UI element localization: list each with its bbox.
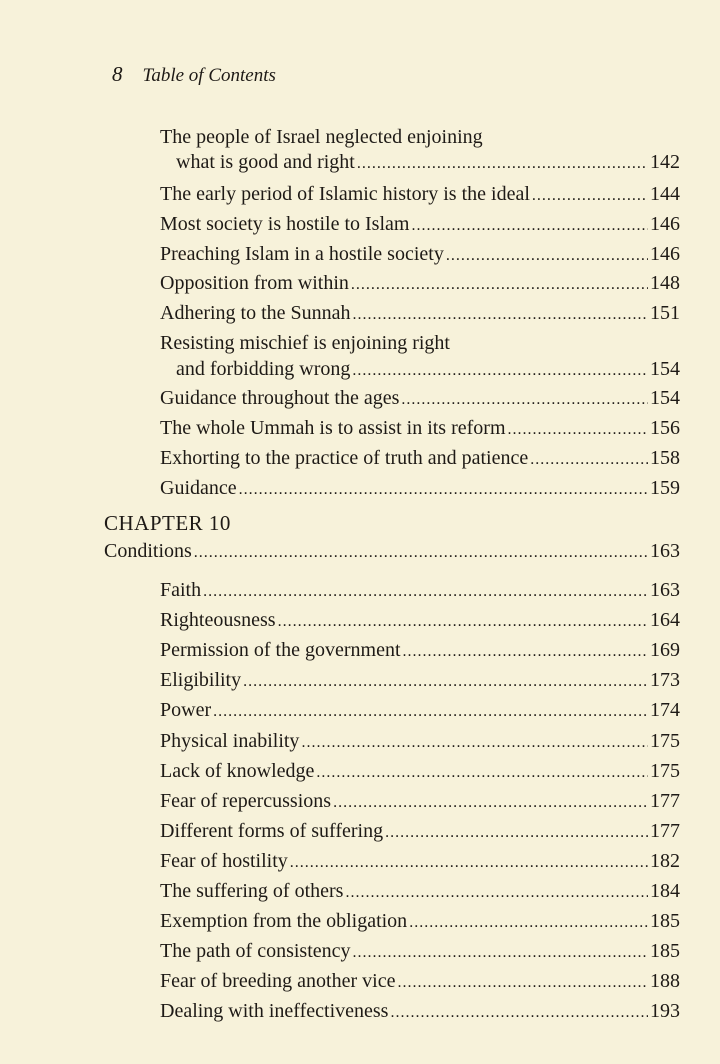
entry-title: Righteousness (160, 609, 276, 631)
dot-leader (390, 1001, 648, 1025)
entry-page-number: 174 (650, 699, 680, 721)
entry-page-number: 151 (650, 302, 680, 324)
entry-title: Different forms of suffering (160, 820, 384, 842)
page-number: 8 (112, 62, 123, 86)
entry-title: Fear of repercussions (160, 790, 332, 812)
dot-leader (401, 388, 648, 412)
entry-title: Dealing with ineffectiveness (160, 1000, 389, 1022)
entry-title: Lack of knowledge (160, 760, 315, 782)
entry-page-number: 154 (650, 387, 680, 409)
toc-entry[interactable] (160, 212, 680, 238)
entry-page-number: 173 (650, 669, 680, 691)
entry-title: Exhorting to the practice of truth and patience (160, 447, 529, 469)
toc-entry[interactable] (160, 608, 680, 634)
entry-page-number: 182 (650, 850, 680, 872)
entry-title-first-line: The people of Israel neglected enjoining (160, 126, 483, 148)
dot-leader (203, 580, 648, 604)
toc-entry[interactable] (176, 150, 680, 176)
entry-page-number: 146 (650, 213, 680, 235)
entry-title: Eligibility (160, 669, 242, 691)
entry-page-number: 163 (650, 540, 680, 562)
entry-page-number: 185 (650, 940, 680, 962)
entry-title: Fear of breeding another vice (160, 970, 396, 992)
dot-leader (352, 359, 648, 383)
dot-leader (351, 273, 648, 297)
entry-page-number: 144 (650, 183, 680, 205)
entry-title: Guidance (160, 477, 237, 499)
dot-leader (353, 941, 649, 965)
dot-leader (239, 478, 648, 502)
toc-entry[interactable] (176, 357, 680, 383)
entry-title: The whole Ummah is to assist in its reform (160, 417, 506, 439)
entry-page-number: 159 (650, 477, 680, 499)
entry-page-number: 158 (650, 447, 680, 469)
entry-title: Permission of the government (160, 639, 401, 661)
entry-title: what is good and right (176, 151, 355, 173)
entry-title: Power (160, 699, 212, 721)
entry-page-number: 164 (650, 609, 680, 631)
entry-title: Most society is hostile to Islam (160, 213, 410, 235)
entry-page-number: 184 (650, 880, 680, 902)
dot-leader (301, 731, 648, 755)
dot-leader (508, 418, 648, 442)
dot-leader (411, 214, 648, 238)
entry-title: Physical inability (160, 730, 300, 752)
toc-entry[interactable] (160, 879, 680, 905)
entry-title: Guidance throughout the ages (160, 387, 400, 409)
entry-page-number: 156 (650, 417, 680, 439)
toc-entry[interactable] (160, 939, 680, 965)
entry-page-number: 177 (650, 790, 680, 812)
entry-page-number: 169 (650, 639, 680, 661)
toc-entry[interactable] (160, 446, 680, 472)
toc-entry[interactable] (160, 271, 680, 297)
entry-page-number: 148 (650, 272, 680, 294)
toc-entry[interactable] (160, 668, 680, 694)
entry-page-number: 177 (650, 820, 680, 842)
dot-leader (403, 640, 648, 664)
dot-leader (353, 303, 648, 327)
toc-entry[interactable] (160, 476, 680, 502)
dot-leader (345, 881, 648, 905)
toc-entry[interactable] (160, 301, 680, 327)
dot-leader (397, 971, 648, 995)
running-title: Table of Contents (142, 65, 276, 86)
dot-leader (290, 851, 648, 875)
entry-page-number: 175 (650, 760, 680, 782)
entry-title: Preaching Islam in a hostile society (160, 243, 444, 265)
toc-entry[interactable] (160, 759, 680, 785)
dot-leader (530, 448, 648, 472)
dot-leader (316, 761, 648, 785)
toc-entry[interactable] (160, 789, 680, 815)
chapter-heading: CHAPTER 10 (104, 511, 231, 535)
entry-title: Conditions (104, 540, 192, 562)
toc-entry[interactable] (160, 638, 680, 664)
toc-entry[interactable] (160, 969, 680, 995)
toc-entry[interactable] (160, 909, 680, 935)
entry-title: and forbidding wrong (176, 358, 351, 380)
entry-title: Opposition from within (160, 272, 349, 294)
toc-entry[interactable] (160, 416, 680, 442)
running-header (112, 62, 276, 87)
toc-entry[interactable] (160, 849, 680, 875)
entry-page-number: 188 (650, 970, 680, 992)
dot-leader (409, 911, 648, 935)
entry-title: Adhering to the Sunnah (160, 302, 351, 324)
toc-entry[interactable] (160, 729, 680, 755)
dot-leader (357, 152, 648, 176)
toc-entry[interactable] (160, 242, 680, 268)
entry-title: The path of consistency (160, 940, 351, 962)
entry-page-number: 154 (650, 358, 680, 380)
entry-page-number: 146 (650, 243, 680, 265)
dot-leader (446, 244, 648, 268)
entry-page-number: 175 (650, 730, 680, 752)
dot-leader (213, 700, 648, 724)
toc-entry[interactable] (160, 698, 680, 724)
dot-leader (194, 541, 648, 565)
toc-entry[interactable] (160, 182, 680, 208)
toc-entry[interactable] (160, 578, 680, 604)
dot-leader (333, 791, 648, 815)
dot-leader (385, 821, 648, 845)
dot-leader (532, 184, 648, 208)
entry-title-first-line: Resisting mischief is enjoining right (160, 332, 450, 354)
dot-leader (243, 670, 648, 694)
toc-entry[interactable] (160, 386, 680, 412)
entry-page-number: 163 (650, 579, 680, 601)
entry-title: Faith (160, 579, 202, 601)
entry-title: The early period of Islamic history is the ideal (160, 183, 530, 205)
toc-entry[interactable] (160, 819, 680, 845)
chapter-title-entry[interactable] (104, 539, 680, 565)
entry-page-number: 185 (650, 910, 680, 932)
entry-title: The suffering of others (160, 880, 344, 902)
entry-page-number: 193 (650, 1000, 680, 1022)
entry-title: Fear of hostility (160, 850, 288, 872)
toc-entry[interactable] (160, 999, 680, 1025)
dot-leader (278, 610, 648, 634)
entry-title: Exemption from the obligation (160, 910, 408, 932)
entry-page-number: 142 (650, 151, 680, 173)
